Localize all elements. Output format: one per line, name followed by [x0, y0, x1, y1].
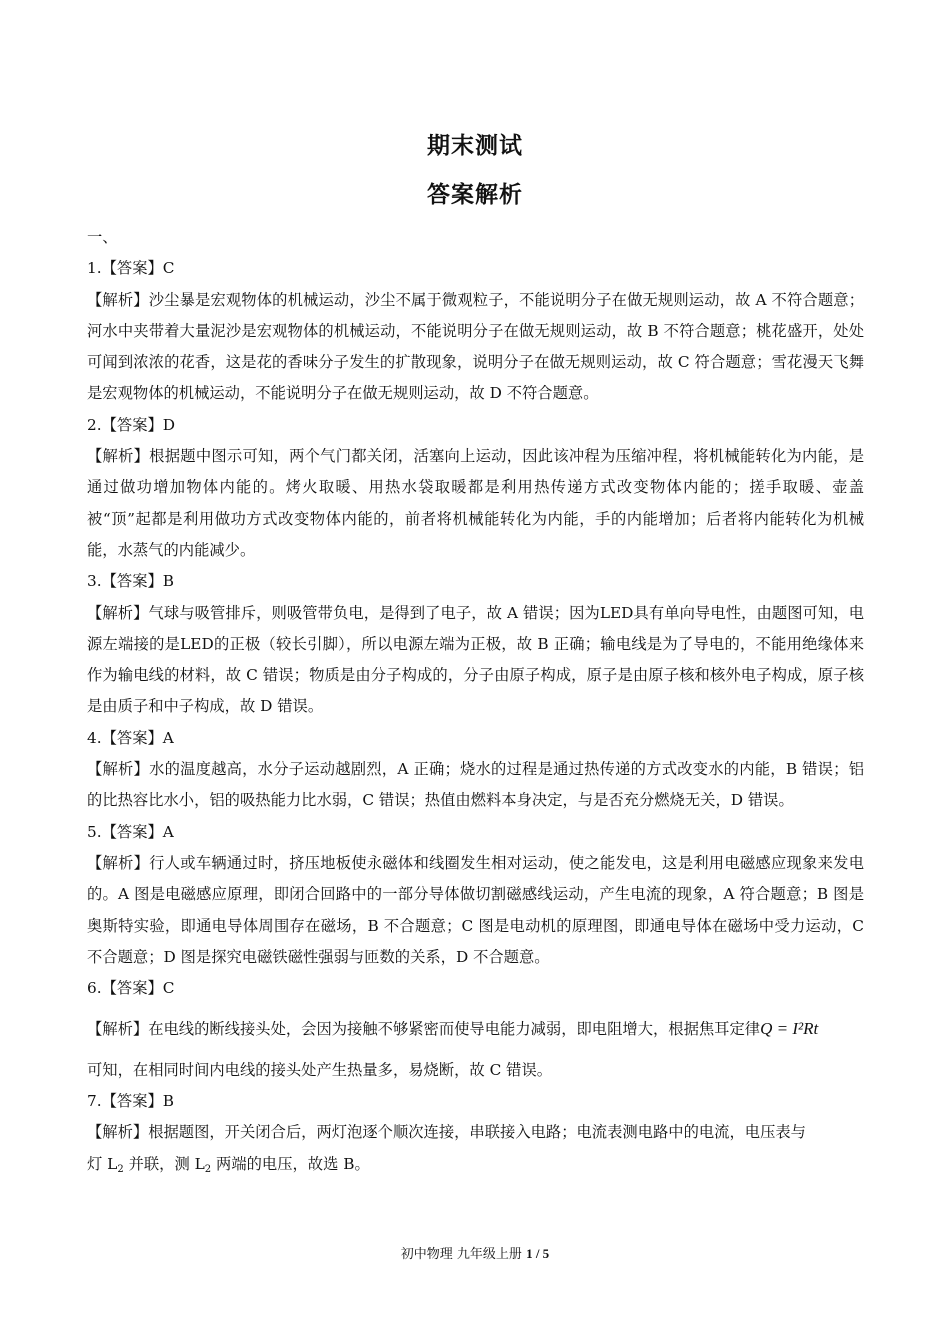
analysis-7-text-c: 两端的电压，故选 B。	[211, 1154, 370, 1173]
answer-content	[87, 222, 864, 1185]
analysis-3: 【解析】气球与吸管排斥，则吸管带负电，是得到了电子，故 A 错误；因为LED具有单向导电性，由题图可知，电源左端接的是LED的正极（较长引脚），所以电源左端为正极，故 B 正确；输电线是为了导电的，不能用绝缘体来作为输电线的材料，故 C 错误；物质是由分子构成的，分子由原子构成，原子是由原子核和核外电子构成，原子核是由质子和中子构成，故 D 错误。	[87, 603, 864, 716]
answer-line-5: 5.【答案】A	[87, 822, 174, 841]
analysis-4: 【解析】水的温度越高，水分子运动越剧烈，A 正确；烧水的过程是通过热传递的方式改变水的内能，B 错误；铝的比热容比水小，铝的吸热能力比水弱，C 错误；热值由燃料本身决定，与是否充分燃烧无关，D 错误。	[87, 760, 864, 810]
answer-line-3: 3.【答案】B	[87, 572, 175, 591]
analysis-7-text-b: 并联，测 L	[123, 1154, 205, 1173]
analysis-5: 【解析】行人或车辆通过时，挤压地板使永磁体和线圈发生相对运动，使之能发电，这是利用电磁感应现象来发电的。A 图是电磁感应原理，即闭合回路中的一部分导体做切割磁感线运动，产生电流的现象，A 符合题意；B 图是奥斯特实验，即通电导体周围存在磁场，B 不合题意；C 图是电动机的原理图，即通电导体在磁场中受力运动，C 不合题意；D 图是探究电磁铁磁性强弱与匝数的关系，D 不合题意。	[87, 853, 864, 966]
page-footer	[0, 1243, 950, 1262]
analysis-7: 【解析】根据题图，开关闭合后，两灯泡逐个顺次连接，串联接入电路；电流表测电路中的电流，电压表与	[87, 1123, 806, 1142]
answer-line-1: 1.【答案】C	[87, 259, 175, 278]
analysis-2: 【解析】根据题中图示可知，两个气门都关闭，活塞向上运动，因此该冲程为压缩冲程，将机械能转化为内能，是通过做功增加物体内能的。烤火取暖、用热水袋取暖都是利用热传递方式改变物体内能的；搓手取暖、壶盖被“顶”起都是利用做功方式改变物体内能的，前者将机械能转化为内能，手的内能增加；后者将内能转化为机械能，水蒸气的内能减少。	[87, 447, 864, 559]
page-subtitle: 答案解析	[427, 182, 523, 208]
subscript-2-second: 2	[204, 1163, 212, 1175]
section-label: 一、	[87, 228, 118, 246]
answer-line-2: 2.【答案】D	[87, 415, 176, 434]
analysis-6-text: 【解析】在电线的断线接头处，会因为接触不够紧密而使导电能力减弱，即电阻增大，根据焦耳定律	[87, 1020, 761, 1039]
answer-line-6: 6.【答案】C	[87, 979, 175, 998]
answer-line-4: 4.【答案】A	[87, 728, 174, 747]
analysis-6	[87, 1013, 864, 1045]
page-number: 1 / 5	[526, 1246, 550, 1261]
analysis-1: 【解析】沙尘暴是宏观物体的机械运动，沙尘不属于微观粒子，不能说明分子在做无规则运动，故 A 不符合题意；河水中夹带着大量泥沙是宏观物体的机械运动，不能说明分子在做无规则运动，故 B 不符合题意；桃花盛开，处处可闻到浓浓的花香，这是花的香味分子发生的扩散现象，说明分子在做无规则运动，故 C 符合题意；雪花漫天飞舞是宏观物体的机械运动，不能说明分子在做无规则运动，故 D 不符合题意。	[87, 290, 864, 403]
analysis-6-continued: 可知，在相同时间内电线的接头处产生热量多，易烧断，故 C 错误。	[87, 1060, 553, 1079]
analysis-7-continued	[87, 1149, 864, 1185]
footer-text: 初中物理 九年级上册	[400, 1247, 527, 1262]
page-title: 期末测试	[427, 133, 523, 159]
subscript-2: 2	[117, 1163, 124, 1175]
joule-law-formula: Q = I²Rt	[760, 1019, 819, 1039]
analysis-7-text-a: 灯 L	[87, 1154, 118, 1173]
answer-line-7: 7.【答案】B	[87, 1092, 175, 1111]
